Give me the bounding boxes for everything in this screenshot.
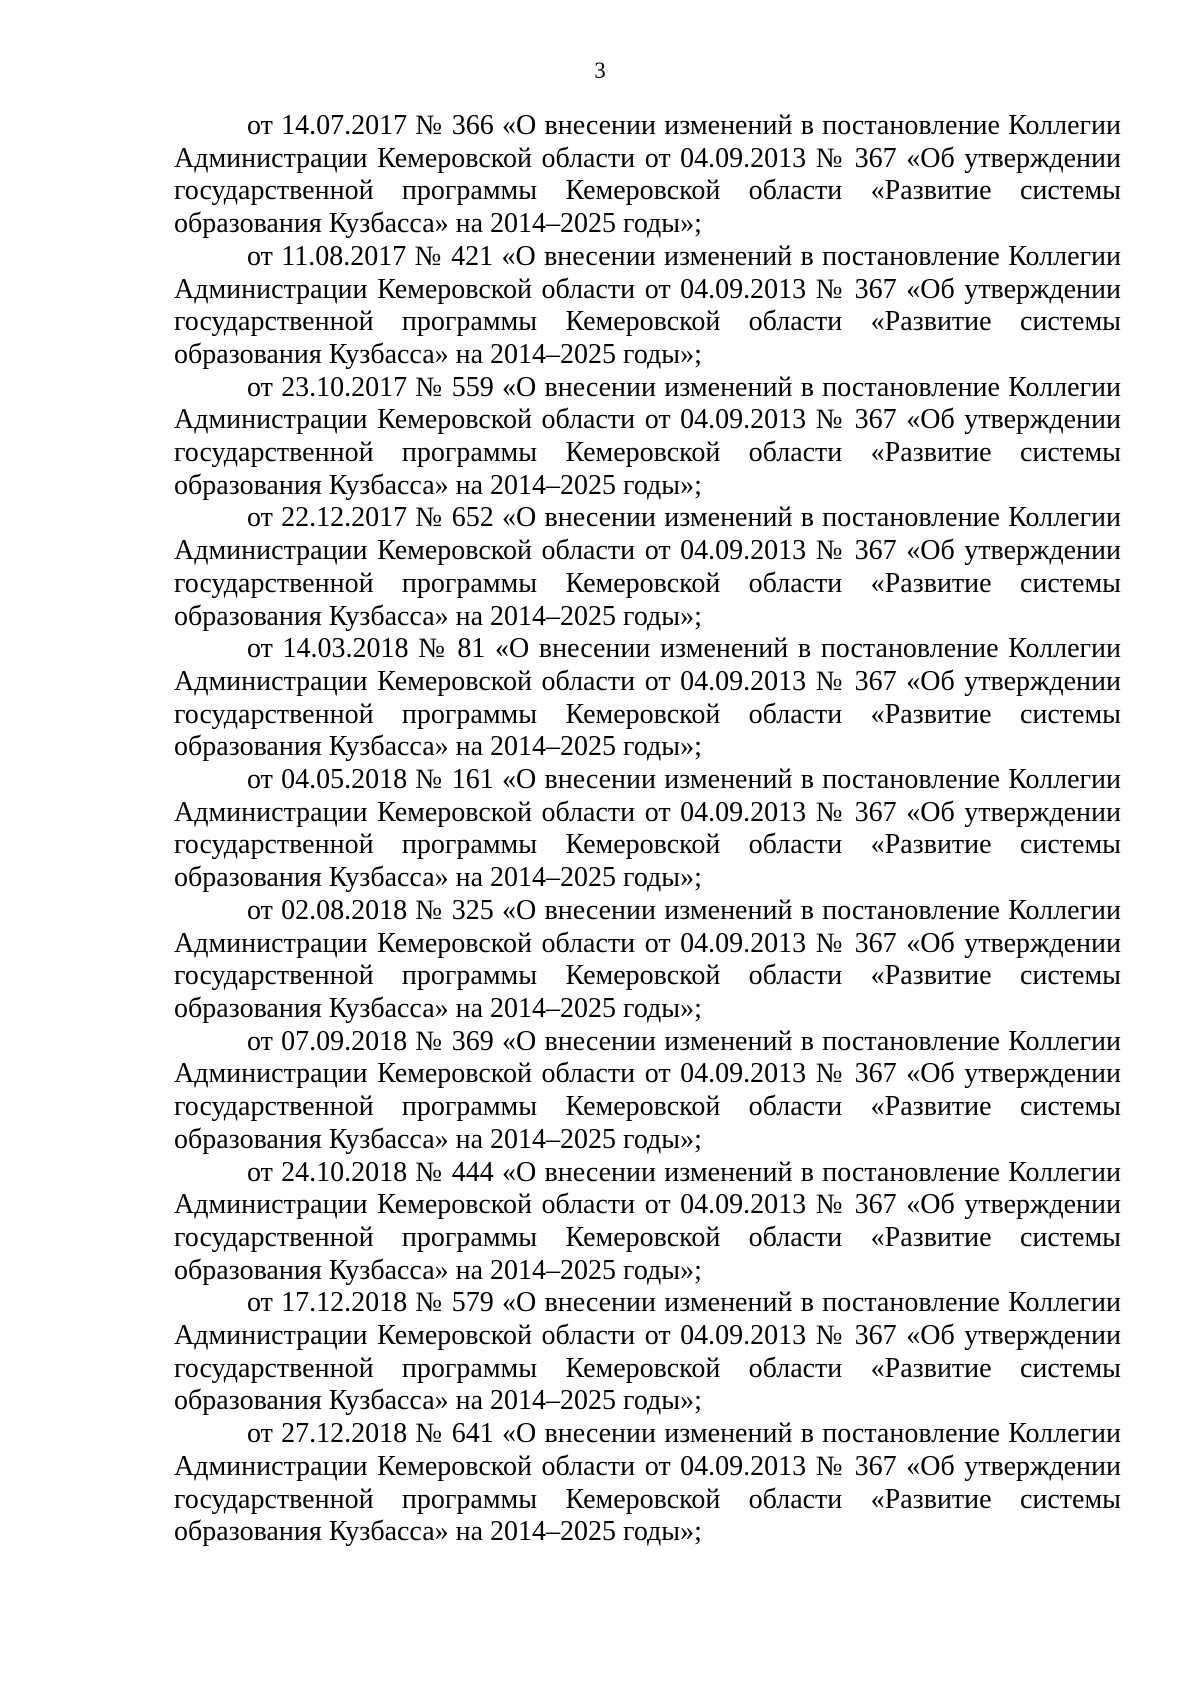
amendment-entry xyxy=(174,502,1121,633)
entry-line: от 14.07.2017 № 366 «О внесении изменений в постановление Коллегии xyxy=(247,110,1121,141)
entry-line: Администрации Кемеровской области от 04.09.2013 № 367 «Об утверждении xyxy=(174,1320,1121,1352)
amendment-entry xyxy=(174,1157,1121,1288)
entry-line: Администрации Кемеровской области от 04.09.2013 № 367 «Об утверждении xyxy=(174,1450,1121,1482)
amendment-entry xyxy=(174,241,1121,372)
entry-line: Администрации Кемеровской области от 04.09.2013 № 367 «Об утверждении xyxy=(174,1189,1121,1221)
entry-line: государственной программы Кемеровской области «Развитие системы xyxy=(174,567,1121,599)
entry-line: образования Кузбасса» на 2014–2025 годы»; xyxy=(174,1385,702,1417)
entry-line: от 11.08.2017 № 421 «О внесении изменений в постановление Коллегии xyxy=(247,240,1121,272)
entry-line: от 17.12.2018 № 579 «О внесении изменений в постановление Коллегии xyxy=(247,1287,1121,1319)
entry-line: государственной программы Кемеровской области «Развитие системы xyxy=(174,829,1121,861)
amendment-entry xyxy=(174,372,1121,503)
entry-line: образования Кузбасса» на 2014–2025 годы»; xyxy=(174,862,702,894)
entry-line: государственной программы Кемеровской области «Развитие системы xyxy=(174,1352,1121,1384)
entry-line: образования Кузбасса» на 2014–2025 годы»; xyxy=(174,992,702,1024)
entry-line: государственной программы Кемеровской области «Развитие системы xyxy=(174,306,1121,338)
amendment-entry xyxy=(174,1287,1121,1418)
entry-line: от 04.05.2018 № 161 «О внесении изменений в постановление Коллегии xyxy=(247,764,1121,796)
amendment-entry xyxy=(174,633,1121,764)
amendment-entry xyxy=(174,895,1121,1026)
entry-line: Администрации Кемеровской области от 04.09.2013 № 367 «Об утверждении xyxy=(174,796,1121,828)
entry-line: образования Кузбасса» на 2014–2025 годы»; xyxy=(174,338,702,370)
amendment-entry xyxy=(174,1026,1121,1157)
entry-line: Администрации Кемеровской области от 04.09.2013 № 367 «Об утверждении xyxy=(174,535,1121,567)
amendment-entry xyxy=(174,1418,1121,1549)
entry-line: от 27.12.2018 № 641 «О внесении изменений в постановление Коллегии xyxy=(247,1418,1121,1450)
page-number: 3 xyxy=(594,58,606,83)
entry-line: образования Кузбасса» на 2014–2025 годы»; xyxy=(174,469,702,501)
entry-line: образования Кузбасса» на 2014–2025 годы»; xyxy=(174,1254,702,1286)
entry-line: Администрации Кемеровской области от 04.09.2013 № 367 «Об утверждении xyxy=(174,142,1121,174)
entry-line: государственной программы Кемеровской области «Развитие системы xyxy=(174,1483,1121,1515)
entry-line: Администрации Кемеровской области от 04.09.2013 № 367 «Об утверждении xyxy=(174,665,1121,697)
entry-line: Администрации Кемеровской области от 04.09.2013 № 367 «Об утверждении xyxy=(174,273,1121,305)
document-body xyxy=(174,110,1121,1549)
entry-line: образования Кузбасса» на 2014–2025 годы»; xyxy=(174,1516,702,1548)
entry-line: от 02.08.2018 № 325 «О внесении изменений в постановление Коллегии xyxy=(247,894,1121,926)
entry-line: от 07.09.2018 № 369 «О внесении изменений в постановление Коллегии xyxy=(247,1025,1121,1057)
entry-line: государственной программы Кемеровской области «Развитие системы xyxy=(174,960,1121,992)
entry-line: Администрации Кемеровской области от 04.09.2013 № 367 «Об утверждении xyxy=(174,404,1121,436)
entry-line: образования Кузбасса» на 2014–2025 годы»; xyxy=(174,208,702,240)
entry-line: государственной программы Кемеровской области «Развитие системы xyxy=(174,1221,1121,1253)
entry-line: Администрации Кемеровской области от 04.09.2013 № 367 «Об утверждении xyxy=(174,1058,1121,1090)
entry-line: от 14.03.2018 № 81 «О внесении изменений в постановление Коллегии xyxy=(247,633,1121,665)
entry-line: от 23.10.2017 № 559 «О внесении изменений в постановление Коллегии xyxy=(247,371,1121,403)
entry-line: государственной программы Кемеровской области «Развитие системы xyxy=(174,1091,1121,1123)
entry-line: от 22.12.2017 № 652 «О внесении изменений в постановление Коллегии xyxy=(247,502,1121,534)
entry-line: от 24.10.2018 № 444 «О внесении изменений в постановление Коллегии xyxy=(247,1156,1121,1188)
amendment-entry xyxy=(174,764,1121,895)
entry-line: образования Кузбасса» на 2014–2025 годы»; xyxy=(174,600,702,632)
entry-line: государственной программы Кемеровской области «Развитие системы xyxy=(174,437,1121,469)
entry-line: государственной программы Кемеровской области «Развитие системы xyxy=(174,175,1121,207)
entry-line: Администрации Кемеровской области от 04.09.2013 № 367 «Об утверждении xyxy=(174,927,1121,959)
entry-line: государственной программы Кемеровской области «Развитие системы xyxy=(174,698,1121,730)
amendment-entry xyxy=(174,110,1121,241)
entry-line: образования Кузбасса» на 2014–2025 годы»; xyxy=(174,731,702,763)
entry-line: образования Кузбасса» на 2014–2025 годы»; xyxy=(174,1123,702,1155)
